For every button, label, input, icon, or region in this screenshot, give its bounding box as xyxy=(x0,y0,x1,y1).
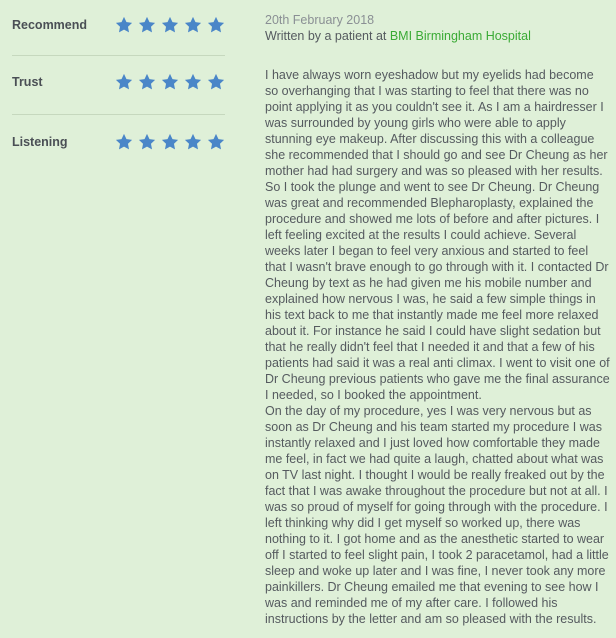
star-icon xyxy=(138,16,156,34)
star-icon xyxy=(115,133,133,151)
rating-row-trust xyxy=(12,56,225,115)
star-icon xyxy=(207,133,225,151)
review-date: 20th February 2018 xyxy=(265,13,375,27)
star-rating xyxy=(115,133,225,157)
review xyxy=(265,13,610,627)
rating-label: Trust xyxy=(12,75,43,89)
rating-label: Recommend xyxy=(12,17,88,32)
star-icon xyxy=(115,73,133,91)
review-body xyxy=(265,67,610,627)
hospital-link[interactable]: BMI Birmingham Hospital xyxy=(389,29,531,43)
review-paragraph: On the day of my procedure, yes I was very nervous but as soon as Dr Cheung and his team started my procedure I was instantly relaxed and I just loved how comfortable they made me feel, in fact we had quite a laugh, chatted about what was on TV last night. I thought I would be really freaked out by the fact that I was awake throughout the procedure but not at all. I was so proud of myself for going through with the procedure. I left thinking why did I get myself so worked up, there was nothing to it. I got home and as the anesthetic started to wear off I started to feel slight pain, I took 2 paracetamol, had a little sleep and woke up later and I was fine, I never took any more painkillers. Dr Cheung emailed me that evening to see how I was and reminded me of my after care. I followed his instructions by the letter and am so pleased with the results. xyxy=(265,404,609,626)
star-icon xyxy=(161,133,179,151)
star-icon xyxy=(184,133,202,151)
star-icon xyxy=(138,73,156,91)
star-icon xyxy=(184,73,202,91)
review-author xyxy=(265,29,610,44)
star-rating xyxy=(115,16,225,40)
ratings-panel xyxy=(12,0,225,174)
star-icon xyxy=(207,16,225,34)
star-icon xyxy=(115,16,133,34)
star-icon xyxy=(161,16,179,34)
star-icon xyxy=(138,133,156,151)
rating-row-recommend xyxy=(12,0,225,56)
rating-row-listening xyxy=(12,115,225,174)
star-rating xyxy=(115,73,225,97)
star-icon xyxy=(184,16,202,34)
star-icon xyxy=(161,73,179,91)
review-paragraph: I have always worn eyeshadow but my eyelids had become so overhanging that I was starting to feel that there was no point applying it as you couldn't see it. As I am a hairdresser I was surrounded by young girls who were able to apply stunning eye makeup. After discussing this with a colleague she recommended that I should go and see Dr Cheung as her mother had had surgery and was so pleased with her results. So I took the plunge and went to see Dr Cheung. Dr Cheung was great and recommended Blepharoplasty, explained the procedure and showed me lots of before and after pictures. I left feeling excited at the results I could achieve. Several weeks later I began to feel very anxious and started to feel that I wasn't brave enough to go through with it. I contacted Dr Cheung by text as he had given me his mobile number and explained how nervous I was, he said a few simple things in his text back to me that instantly made me feel more relaxed about it. For instance he said I could have slight sedation but that he really didn't feel that I needed it and that a few of his patients had said it was a real anti climax. I went to visit one of Dr Cheung previous patients who gave me the final assurance I needed, so I booked the appointment. xyxy=(265,68,610,402)
author-prefix: Written by a patient at xyxy=(265,29,390,43)
star-icon xyxy=(207,73,225,91)
rating-label: Listening xyxy=(12,134,68,149)
